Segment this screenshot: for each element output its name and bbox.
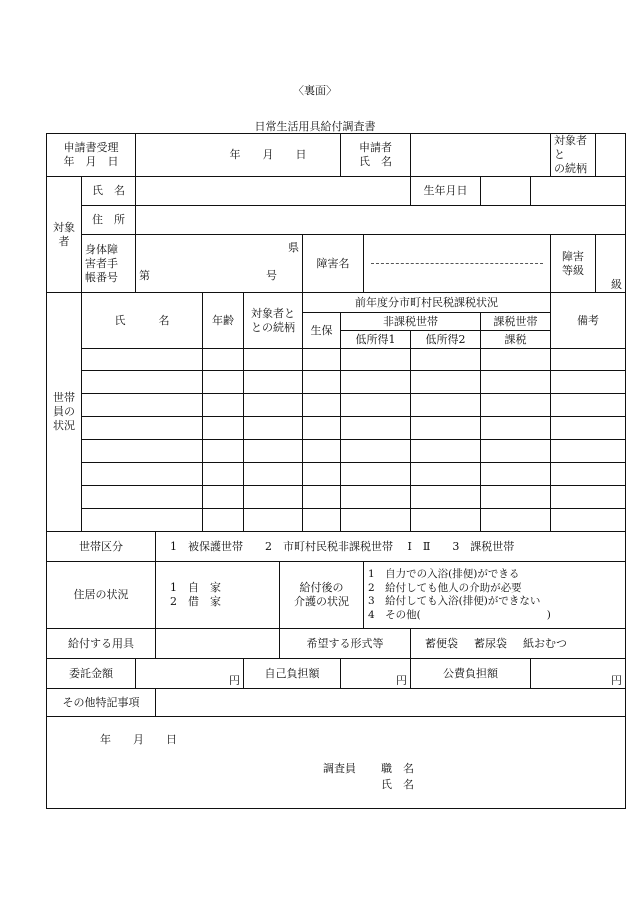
commission-label: 委託金額 [47, 659, 136, 689]
col-tax: 課税 [481, 331, 551, 349]
receipt-date-field[interactable]: 年 月 日 [136, 134, 341, 177]
format-label: 希望する形式等 [280, 629, 411, 659]
household-member-row[interactable] [47, 440, 626, 463]
self-pay-label: 自己負担額 [244, 659, 341, 689]
residence-row [47, 562, 626, 629]
signature-block[interactable] [47, 717, 626, 809]
subject-section-label: 対象 者 [47, 177, 82, 293]
household-header-row-1 [47, 293, 626, 313]
col-low-income-2: 低所得2 [411, 331, 481, 349]
receipt-date-label: 申請書受理 年 月 日 [47, 134, 136, 177]
household-member-row[interactable] [47, 371, 626, 394]
equipment-row [47, 629, 626, 659]
col-relation: 対象者と との続柄 [244, 293, 303, 349]
certificate-label: 身体障 害者手 帳番号 [82, 235, 136, 293]
equipment-field[interactable] [156, 629, 280, 659]
public-pay-field[interactable]: 円 [531, 659, 626, 689]
birth-date-field[interactable] [481, 177, 531, 206]
format-options[interactable]: 蓄便袋 蓄尿袋 紙おむつ [411, 629, 626, 659]
signature-row [47, 717, 626, 809]
public-pay-label: 公費負担額 [411, 659, 531, 689]
certificate-row [47, 235, 626, 293]
col-remarks: 備考 [551, 293, 626, 349]
col-nontax: 非課税世帯 [341, 313, 481, 331]
other-notes-label: その他特記事項 [47, 689, 156, 717]
other-notes-row [47, 689, 626, 717]
grade-label: 障害 等級 [551, 235, 596, 293]
household-member-row[interactable] [47, 486, 626, 509]
prefecture-suffix: 県 [288, 241, 299, 254]
household-member-row[interactable] [47, 463, 626, 486]
applicant-name-label: 申請者 氏 名 [341, 134, 411, 177]
residence-label: 住居の状況 [47, 562, 156, 629]
amounts-row [47, 659, 626, 689]
address-field[interactable] [136, 206, 626, 235]
col-taxed: 課税世帯 [481, 313, 551, 331]
position-label: 職 名 [381, 762, 414, 775]
household-category-row [47, 532, 626, 562]
grade-field[interactable]: 級 [596, 235, 626, 293]
col-low-income-1: 低所得1 [341, 331, 411, 349]
subject-name-field[interactable] [136, 177, 411, 206]
household-category-options[interactable]: 1 被保護世帯 2 市町村民税非課税世帯 Ⅰ Ⅱ 3 課税世帯 [156, 532, 626, 562]
other-notes-field[interactable] [156, 689, 626, 717]
investigator-name-label: 氏 名 [381, 778, 414, 791]
survey-form [46, 133, 626, 809]
household-category-label: 世帯区分 [47, 532, 156, 562]
certificate-number-field[interactable]: 県 第 号 [136, 235, 303, 293]
household-member-row[interactable] [47, 509, 626, 532]
subject-name-row [47, 177, 626, 206]
relation-label: 対象者と の続柄 [551, 134, 596, 177]
residence-options[interactable]: 1 自 家 2 借 家 [156, 562, 280, 629]
self-pay-field[interactable]: 円 [341, 659, 411, 689]
disability-name-label: 障害名 [303, 235, 364, 293]
subject-address-row [47, 206, 626, 235]
subject-name-label: 氏 名 [82, 177, 136, 206]
birth-date-label: 生年月日 [411, 177, 481, 206]
equipment-label: 給付する用具 [47, 629, 156, 659]
household-member-row[interactable] [47, 349, 626, 371]
commission-field[interactable]: 円 [136, 659, 244, 689]
document-title: 日常生活用具給付調査書 [254, 120, 376, 133]
col-tax-status: 前年度分市町村民税課税状況 [303, 293, 551, 313]
applicant-name-field[interactable] [411, 134, 551, 177]
col-name: 氏 名 [82, 293, 203, 349]
investigator-label: 調査員 [323, 762, 356, 775]
household-section-label: 世帯 員の 状況 [47, 293, 82, 532]
care-status-label: 給付後の 介護の状況 [280, 562, 364, 629]
col-welfare: 生保 [303, 313, 341, 349]
household-member-row[interactable] [47, 394, 626, 417]
col-age: 年齢 [203, 293, 244, 349]
application-row [47, 134, 626, 177]
disability-name-field[interactable] [364, 235, 551, 293]
birth-blank [531, 177, 626, 206]
address-label: 住 所 [82, 206, 136, 235]
household-member-row[interactable] [47, 417, 626, 440]
back-side-label: 〈裏面〉 [293, 84, 337, 97]
care-status-options[interactable]: 1 自力での入浴(排便)ができる 2 給付しても他人の介助が必要 3 給付しても入浴(排便)ができない 4 その他( ) [364, 562, 626, 629]
relation-field[interactable] [596, 134, 626, 177]
signature-date: 年 月 日 [100, 733, 177, 746]
